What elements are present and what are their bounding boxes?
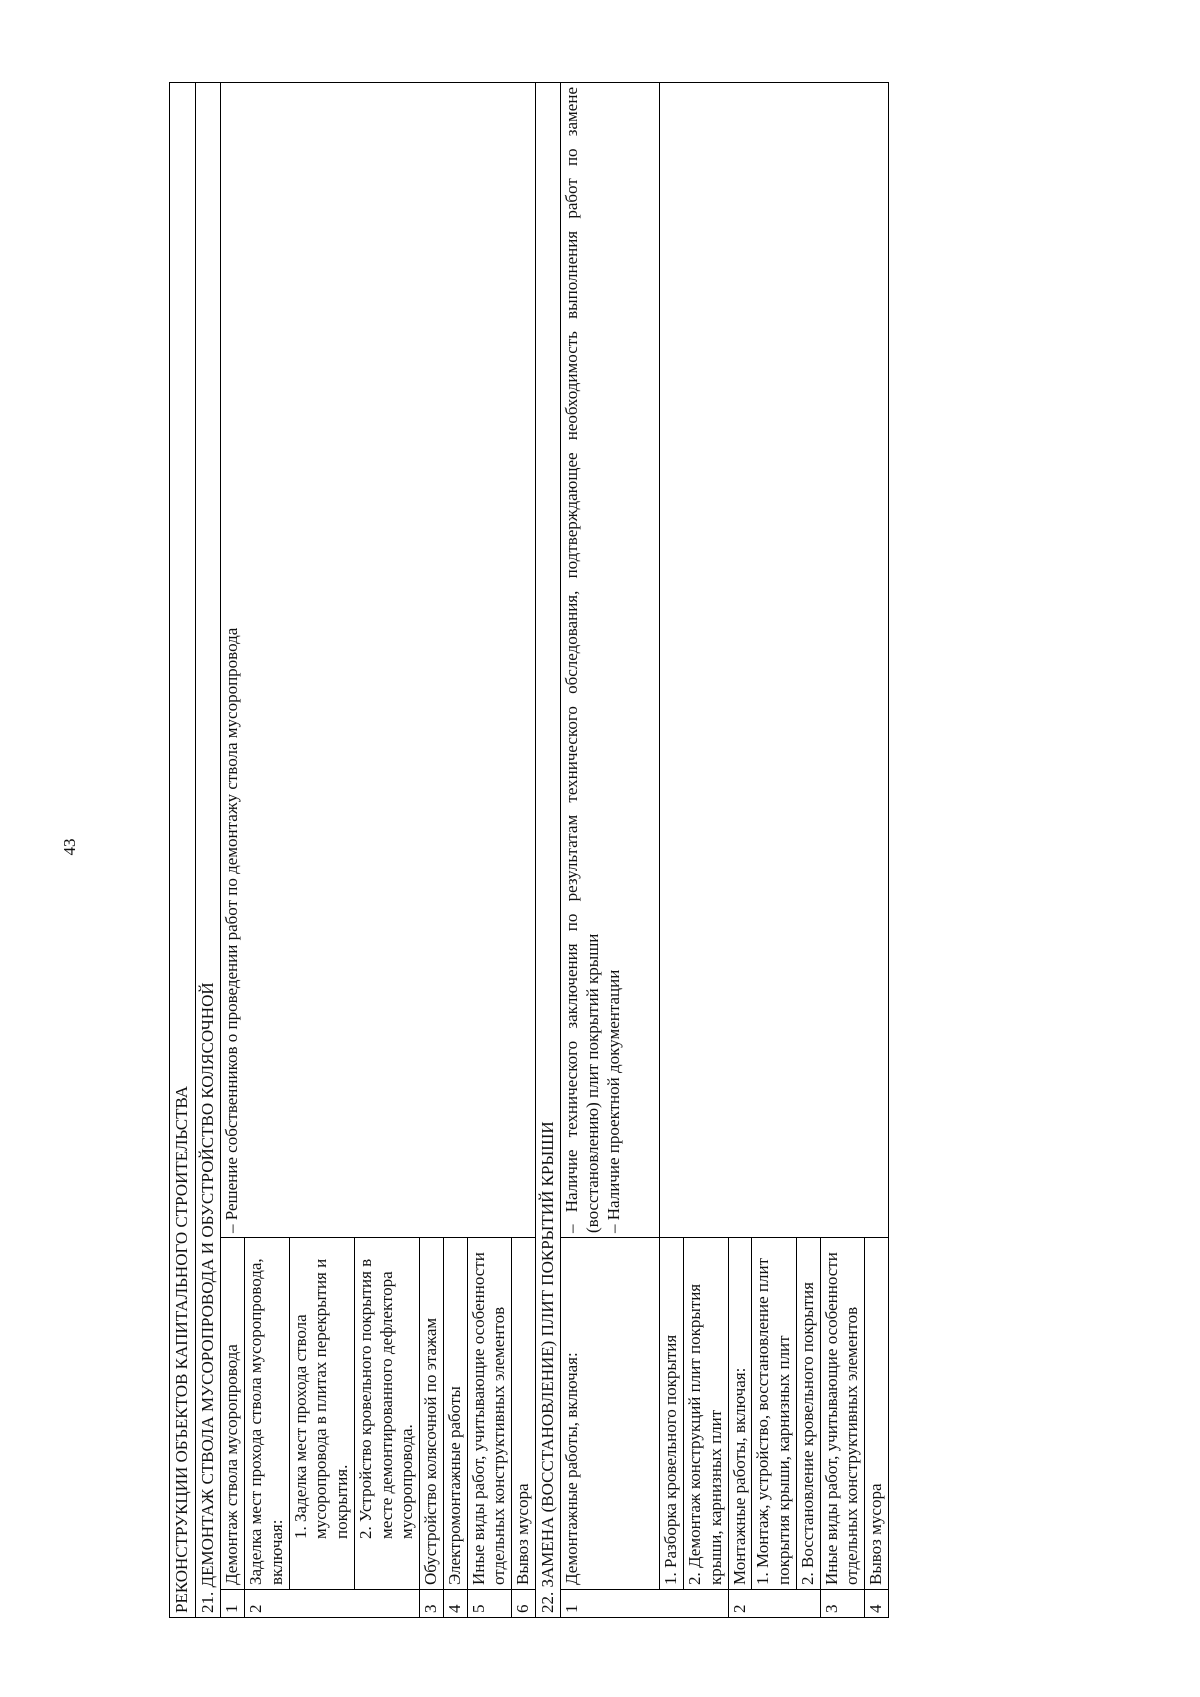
docs-cell bbox=[561, 83, 660, 1238]
section-21-title: 21. ДЕМОНТАЖ СТВОЛА МУСОРОПРОВОДА И ОБУСТРОЙСТВО КОЛЯСОЧНОЙ bbox=[195, 83, 221, 1618]
docs-item: – Наличие технического заключения по результатам технического обследования, подтверждающее необходимость выполнения работ по замене (восстановлению) плит покрытий крыши bbox=[562, 87, 603, 1233]
row-number: 1 bbox=[561, 1590, 728, 1618]
work-cell: Иные виды работ, учитывающие особенности отдельных конструктивных элементов bbox=[820, 1238, 864, 1590]
header-title: РЕКОНСТРУКЦИИ ОБЪЕКТОВ КАПИТАЛЬНОГО СТРОИТЕЛЬСТВА bbox=[170, 83, 196, 1618]
row-number: 3 bbox=[420, 1590, 444, 1618]
row-number: 6 bbox=[512, 1590, 536, 1618]
docs-item: – Наличие проектной документации bbox=[603, 969, 623, 1233]
work-subitem: 1. Разборка кровельного покрытия bbox=[660, 1238, 684, 1590]
work-cell: Заделка мест прохода ствола мусоропровода, включая: bbox=[245, 1238, 289, 1590]
row-number: 1 bbox=[221, 1590, 245, 1618]
row-number: 2 bbox=[728, 1590, 820, 1618]
table-row bbox=[221, 83, 245, 1618]
section-22-row bbox=[535, 83, 561, 1618]
section-21-row bbox=[195, 83, 221, 1618]
table-row bbox=[660, 83, 684, 1618]
work-cell: Иные виды работ, учитывающие особенности отдельных конструктивных элементов bbox=[467, 1238, 511, 1590]
section-22-title: 22. ЗАМЕНА (ВОССТАНОВЛЕНИЕ) ПЛИТ ПОКРЫТИЙ КРЫШИ bbox=[535, 83, 561, 1618]
work-subitem: 2. Устройство кровельного покрытия в месте демонтированного дефлектора мусоропровода. bbox=[354, 1238, 419, 1590]
work-cell: Вывоз мусора bbox=[512, 1238, 536, 1590]
page-number: 43 bbox=[60, 838, 79, 856]
row-number: 4 bbox=[865, 1590, 889, 1618]
row-number: 3 bbox=[820, 1590, 864, 1618]
work-cell: Демонтажные работы, включая: bbox=[561, 1238, 660, 1590]
work-subitem: 1. Заделка мест прохода ствола мусоропровода в плитах перекрытия и покрытия. bbox=[289, 1238, 354, 1590]
table-row bbox=[561, 83, 660, 1618]
row-number: 4 bbox=[443, 1590, 467, 1618]
rotated-table-container bbox=[169, 82, 1069, 1618]
work-subitem: 2. Восстановление кровельного покрытия bbox=[796, 1238, 820, 1590]
work-subitem: 1. Монтаж, устройство, восстановление плит покрытия крыши, карнизных плит bbox=[752, 1238, 796, 1590]
docs-cell: – Решение собственников о проведении работ по демонтажу ствола мусоропровода bbox=[221, 83, 535, 1238]
work-cell: Обустройство колясочной по этажам bbox=[420, 1238, 444, 1590]
works-table bbox=[169, 82, 889, 1618]
docs-cell-empty bbox=[660, 83, 888, 1238]
row-number: 2 bbox=[245, 1590, 420, 1618]
work-cell: Вывоз мусора bbox=[865, 1238, 889, 1590]
work-cell: Демонтаж ствола мусоропровода bbox=[221, 1238, 245, 1590]
work-subitem: 2. Демонтаж конструкций плит покрытия крыши, карнизных плит bbox=[684, 1238, 728, 1590]
table-header-row bbox=[170, 83, 196, 1618]
row-number: 5 bbox=[467, 1590, 511, 1618]
work-cell: Электромонтажные работы bbox=[443, 1238, 467, 1590]
work-cell: Монтажные работы, включая: bbox=[728, 1238, 752, 1590]
